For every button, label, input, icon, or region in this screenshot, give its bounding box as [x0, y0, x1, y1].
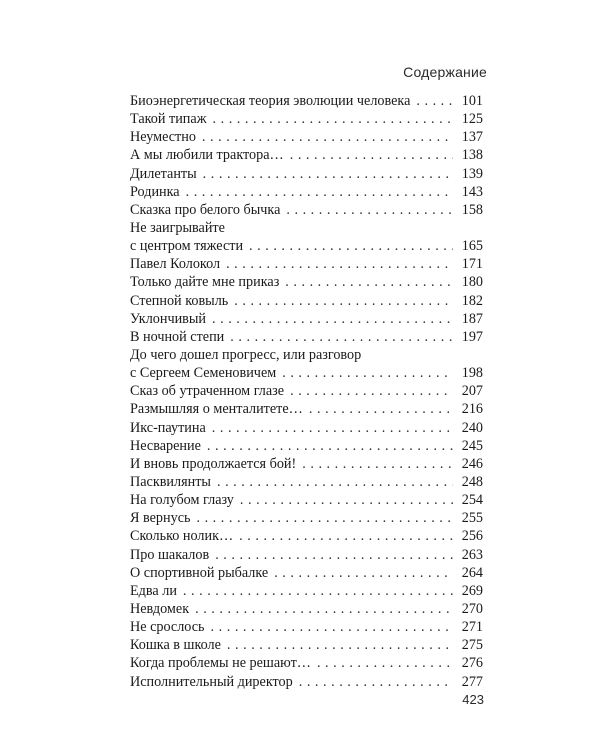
dot-leader [196, 509, 453, 527]
toc-entry-page: 197 [461, 328, 483, 345]
dot-leader [282, 364, 453, 382]
toc-entry-title: Неуместно [130, 129, 196, 146]
toc-entry-title: с центром тяжести [130, 238, 244, 255]
dot-leader [211, 618, 453, 636]
toc-entry-title: Про шакалов [130, 546, 210, 563]
toc-entry [130, 473, 483, 491]
toc-entry-page: 187 [461, 310, 483, 327]
toc-entry-title: В ночной степи [130, 328, 225, 345]
toc-entry [130, 600, 483, 618]
toc-entry-page: 246 [461, 455, 483, 472]
toc-entry-page: 216 [461, 401, 483, 418]
toc-entry-title: Кошка в школе [130, 637, 221, 654]
toc-entry-page: 171 [461, 256, 483, 273]
dot-leader [302, 455, 453, 473]
toc-entry-title: Я вернусь [130, 510, 191, 527]
toc-entry-page: 277 [461, 673, 483, 690]
toc-entry-page: 101 [461, 93, 483, 109]
toc-entry [130, 636, 483, 654]
toc-entry [130, 219, 483, 255]
toc-entry-title: Такой типаж [130, 111, 207, 128]
toc-entry-page: 254 [461, 492, 483, 509]
toc-entry-title: Уклончивый [130, 310, 207, 327]
toc-entry-title: Степной ковыль [130, 292, 229, 309]
toc-entry-page: 180 [461, 274, 483, 291]
toc-entry [130, 201, 483, 219]
toc-entry [130, 165, 483, 183]
toc-entry-title: Сказ об утраченном глазе [130, 383, 285, 400]
toc-entry-title: Павел Колокол [130, 256, 221, 273]
toc-entry [130, 92, 483, 110]
toc-entry-page: 264 [461, 564, 483, 581]
toc-entry-title: Не срослось [130, 619, 205, 636]
toc-entry-title: Биоэнергетическая теория эволюции человека [130, 93, 411, 109]
dot-leader [226, 255, 453, 273]
toc-entry-page: 271 [461, 619, 483, 636]
dot-leader [183, 582, 453, 600]
toc-entry [130, 128, 483, 146]
dot-leader [286, 201, 453, 219]
dot-leader [203, 165, 453, 183]
toc-entry-title: Сказка про белого бычка [130, 201, 281, 218]
toc-entry-page: 255 [461, 510, 483, 527]
toc-entry-title: Размышляя о менталитете… [130, 401, 303, 418]
dot-leader [274, 564, 453, 582]
toc-entry [130, 509, 483, 527]
toc-entry-title: Только дайте мне приказ [130, 274, 280, 291]
toc-entry [130, 110, 483, 128]
toc-entry-page: 182 [461, 292, 483, 309]
toc-entry [130, 346, 483, 382]
toc-entry-title: О спортивной рыбалке [130, 564, 269, 581]
toc-entry [130, 654, 483, 672]
toc-entry [130, 437, 483, 455]
toc-entry-page: 270 [461, 600, 483, 617]
dot-leader [212, 419, 453, 437]
dot-leader [186, 183, 453, 201]
toc-entry [130, 491, 483, 509]
toc-entry [130, 455, 483, 473]
toc-entry-page: 248 [461, 473, 483, 490]
toc-entry-title: Невдомек [130, 600, 190, 617]
toc-entry-page: 275 [461, 637, 483, 654]
toc-entry [130, 146, 483, 164]
toc-entry [130, 292, 483, 310]
toc-entry [130, 310, 483, 328]
toc-entry-title: Пасквилянты [130, 473, 211, 490]
dot-leader [227, 636, 453, 654]
dot-leader [249, 237, 453, 255]
dot-leader [202, 128, 453, 146]
running-header: Содержание [403, 64, 487, 80]
dot-leader [212, 310, 453, 328]
dot-leader [230, 328, 453, 346]
toc-entry-page: 139 [461, 165, 483, 182]
toc-entry-title: Когда проблемы не решают… [130, 655, 311, 672]
toc-entry [130, 382, 483, 400]
toc-entry-page: 143 [461, 183, 483, 200]
toc-entry [130, 618, 483, 636]
toc-entry-page: 125 [461, 111, 483, 128]
toc-entry-page: 198 [461, 365, 483, 382]
dot-leader [195, 600, 453, 618]
dot-leader [416, 92, 453, 110]
toc-entry-page: 263 [461, 546, 483, 563]
toc-entry-page: 138 [461, 147, 483, 164]
dot-leader [207, 437, 453, 455]
toc-entry-page: 207 [461, 383, 483, 400]
toc-entry-page: 165 [461, 238, 483, 255]
dot-leader [217, 473, 453, 491]
toc-entry [130, 400, 483, 418]
dot-leader [239, 527, 453, 545]
dot-leader [234, 292, 453, 310]
toc-entry-page: 240 [461, 419, 483, 436]
dot-leader [317, 654, 453, 672]
toc-entry-title: На голубом глазу [130, 492, 234, 509]
toc-entry-page: 158 [461, 201, 483, 218]
toc-entry-title-first-line: Не заигрывайте [130, 219, 225, 236]
toc-entry-title: И вновь продолжается бой! [130, 455, 297, 472]
toc-entry [130, 273, 483, 291]
toc-entry-page: 269 [461, 582, 483, 599]
toc-entry [130, 527, 483, 545]
toc-entry-title: Исполнительный директор [130, 673, 293, 690]
toc-entry-page: 245 [461, 437, 483, 454]
dot-leader [290, 382, 453, 400]
toc-entry-page: 276 [461, 655, 483, 672]
toc-entry-title: А мы любили трактора… [130, 147, 284, 164]
toc-entry-title: Несварение [130, 437, 201, 454]
toc-entry-page: 256 [461, 528, 483, 545]
dot-leader [309, 400, 453, 418]
toc-entry [130, 255, 483, 273]
toc-entry [130, 673, 483, 691]
toc-entry [130, 183, 483, 201]
dot-leader [240, 491, 453, 509]
dot-leader [299, 673, 453, 691]
toc-entry [130, 546, 483, 564]
toc-entry [130, 328, 483, 346]
toc-entry-title: с Сергеем Семеновичем [130, 365, 277, 382]
toc-entry [130, 564, 483, 582]
toc-entry-title: Дилетанты [130, 165, 197, 182]
toc-entry-page: 137 [461, 129, 483, 146]
toc-entry [130, 582, 483, 600]
toc-entry [130, 419, 483, 437]
dot-leader [285, 273, 453, 291]
dot-leader [215, 546, 453, 564]
toc-entry-title-first-line: До чего дошел прогресс, или разговор [130, 346, 362, 363]
toc-entry-title: Икс-паутина [130, 419, 206, 436]
table-of-contents [130, 92, 483, 691]
toc-entry-title: Сколько нолик… [130, 528, 234, 545]
toc-entry-title: Едва ли [130, 582, 177, 599]
dot-leader [213, 110, 454, 128]
dot-leader [290, 146, 453, 164]
page-number: 423 [462, 692, 484, 707]
toc-entry-title: Родинка [130, 183, 180, 200]
